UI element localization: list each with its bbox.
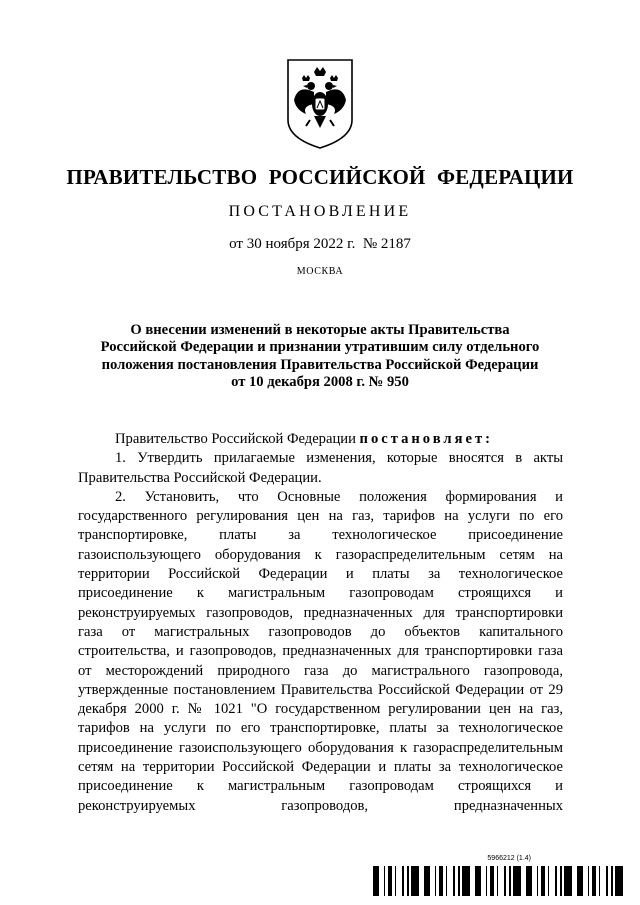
document-serial: 5966212 (1.4) [487,855,531,862]
document-type: ПОСТАНОВЛЕНИЕ [228,203,412,220]
intro-text: Правительство Российской Федерации [115,431,360,447]
coat-of-arms-emblem [284,58,356,150]
document-body [78,430,563,816]
document-city: МОСКВА [296,266,344,277]
paragraph-item-1: 1. Утвердить прилагаемые изменения, которые вносятся в акты Правительства Российской Федерации. [78,450,563,486]
intro-paragraph [78,430,563,449]
government-title: ПРАВИТЕЛЬСТВО РОССИЙСКОЙ ФЕДЕРАЦИИ [66,165,574,189]
document-subject: О внесении изменений в некоторые акты Правительства Российской Федерации и признании утратившим силу отдельного положения постановления Правительства Российской Федерации от 10 декабря 2008 г. № 950 [100,322,540,391]
document-date-number: от 30 ноября 2022 г. № 2187 [229,236,411,252]
page-footer [373,855,627,897]
barcode [373,866,627,896]
paragraph-item-2: 2. Установить, что Основные положения формирования и государственного регулирования цен на газ, тарифов на услуги по его транспортировке, платы за технологическое присоединение газоиспользующего оборудования к газораспределительным сетям на территории Российской Федерации и платы за технологическое присоединение к магистральным газопроводам строящихся и реконструируемых газопроводов, предназначенных для транспортировки газа от магистральных газопроводов до объектов капитального строительства, и газопроводов, предназначенных для транспортировки газа от месторождений природного газа до магистрального газопровода, утвержденные постановлением Правительства Российской Федерации от 29 декабря 2000 г. № 1021 "О государственном регулировании цен на газ, тарифов на услуги по его транспортировке, платы за технологическое присоединение газоиспользующего оборудования к газораспределительным сетям на территории Российской Федерации и платы за технологическое присоединение к магистральным газопроводам строящихся и реконструируемых газопроводов, предназначенных [78,488,563,814]
intro-verb: постановляет: [359,431,493,447]
